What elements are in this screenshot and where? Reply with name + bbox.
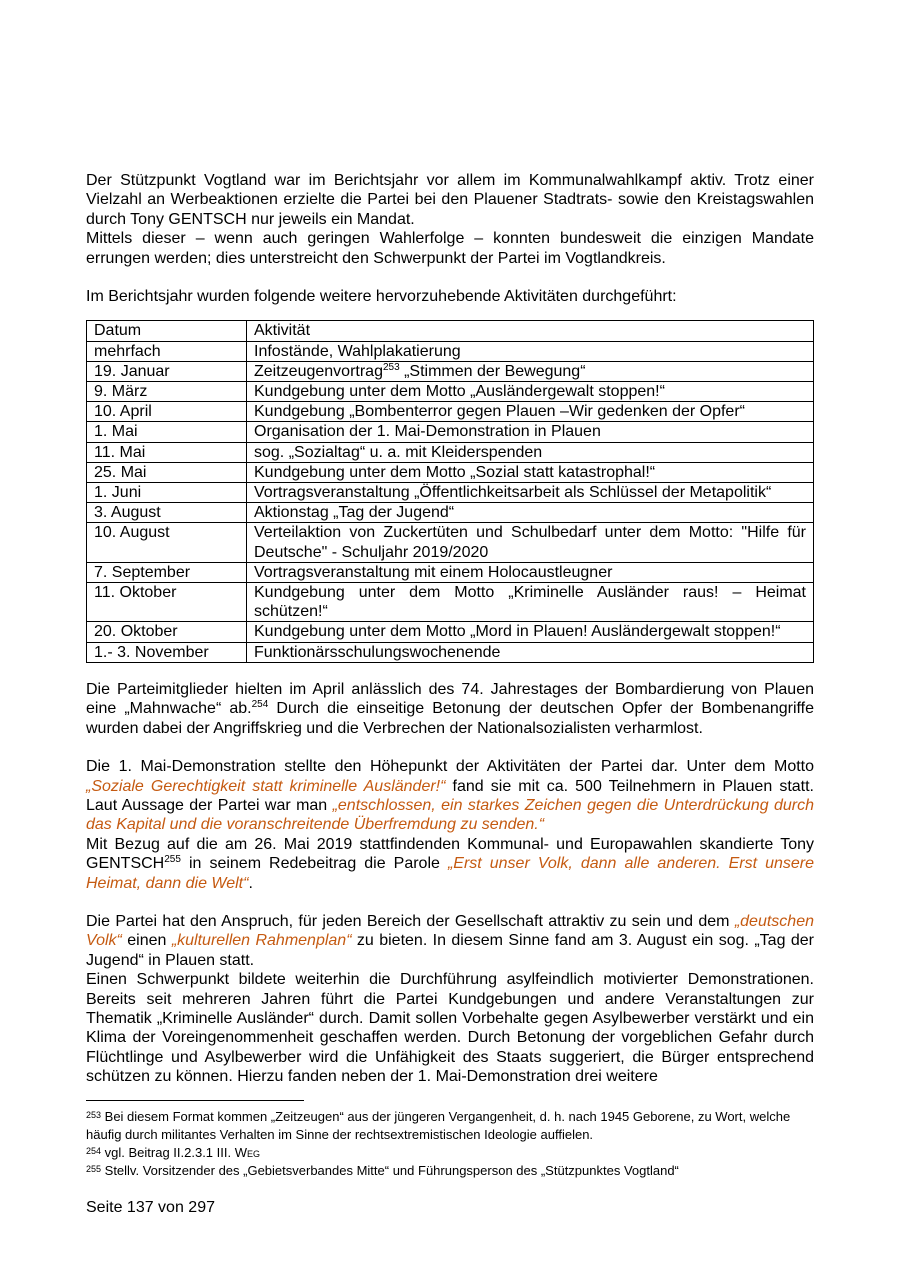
table-row [87, 583, 814, 622]
table-cell-date: 25. Mai [87, 462, 247, 482]
footnote-divider [86, 1100, 304, 1101]
table-row [87, 402, 814, 422]
anspruch-paragraph: Die Partei hat den Anspruch, für jeden Bereich der Gesellschaft attraktiv zu sein und dem „deutschen Volk“ einen „kulturellen Rahmenplan“ zu bieten. In diesem Sinne fand am 3. August ein sog. „Tag der Jugend“ in Plauen statt. [86, 912, 814, 969]
table-cell-activity: Infostände, Wahlplakatierung [247, 341, 814, 361]
table-cell-date: 1.- 3. November [87, 642, 247, 662]
quote-statement: „entschlossen, ein starkes Zeichen gegen die Unterdrückung durch das Kapital und die voranschreitende Überfremdung zu senden.“ [86, 796, 814, 834]
gentsch-paragraph: Mit Bezug auf die am 26. Mai 2019 stattfindenden Kommunal- und Europawahlen skandierte Tony GENTSCH$^{255}$ in seinem Redebeitrag die Parole „Erst unser Volk, dann alle anderen. Erst unsere Heimat, dann die Welt“. [86, 835, 815, 892]
table-header-date: Datum [87, 321, 247, 341]
table-row [87, 622, 814, 642]
schwerpunkt-paragraph: Einen Schwerpunkt bildete weiterhin die Durchführung asylfeindlich motivierter Demonstrationen. Bereits seit mehreren Jahren führt die Partei Kundgebungen und andere Veranstaltungen zur Thematik „Kriminelle Ausländer“ durch. Damit sollen Vorbehalte gegen Asylbewerber verstärkt und ein Klima der Voreingenommenheit geschaffen werden. Durch Betonung der vorgeblichen Gefahr durch Flüchtlinge und Asylbewerber wird die Unfähigkeit des Staats suggeriert, die Bürger entsprechend schützen zu können. Hierzu fanden neben der 1. Mai-Demonstration drei weitere [86, 971, 814, 1086]
page-number: Seite 137 von 297 [86, 1199, 215, 1216]
table-row [87, 442, 814, 462]
table-row [87, 483, 814, 503]
table-cell-date: 9. März [87, 382, 247, 402]
table-cell-date: 7. September [87, 562, 247, 582]
table-cell-activity: sog. „Sozialtag“ u. a. mit Kleiderspenden [247, 442, 814, 462]
table-cell-activity: Zeitzeugenvortrag$^{253}$ „Stimmen der Bewegung“ [247, 361, 814, 381]
table-cell-activity: Kundgebung unter dem Motto „Mord in Plauen! Ausländergewalt stoppen!“ [247, 622, 814, 642]
table-cell-activity: Kundgebung „Bombenterror gegen Plauen –Wir gedenken der Opfer“ [247, 402, 814, 422]
footnote-254: $^{254}$ vgl. Beitrag II.2.3.1 III. Weg [86, 1145, 260, 1160]
table-cell-activity: Kundgebung unter dem Motto „Kriminelle Ausländer raus! – Heimat schützen!“ [247, 583, 814, 622]
table-cell-activity: Organisation der 1. Mai-Demonstration in Plauen [247, 422, 814, 442]
table-row [87, 503, 814, 523]
table-row [87, 382, 814, 402]
table-cell-date: 19. Januar [87, 361, 247, 381]
table-cell-date: 1. Juni [87, 483, 247, 503]
table-header-row [87, 321, 814, 341]
footnote-ref-254: 254 [251, 699, 269, 711]
table-row [87, 562, 814, 582]
table-cell-date: 3. August [87, 503, 247, 523]
mahnwache-paragraph: Die Parteimitglieder hielten im April anlässlich des 74. Jahrestages der Bombardierung von Plauen eine „Mahnwache“ ab.$^{254}$ Durch die einseitige Betonung der deutschen Opfer der Bombenangriffe wurden dabei der Angriffskrieg und die Verbrechen der Nationalsozialisten verharmlost. [86, 680, 815, 737]
quote-slogan: „Erst unser Volk, dann alle anderen. Erst unsere Heimat, dann die Welt“ [86, 855, 815, 892]
footnotes [86, 1108, 814, 1180]
table-cell-activity: Kundgebung unter dem Motto „Sozial statt katastrophal!“ [247, 462, 814, 482]
table-cell-date: 1. Mai [87, 422, 247, 442]
intro-paragraph-1: Der Stützpunkt Vogtland war im Berichtsjahr vor allem im Kommunalwahlkampf aktiv. Trotz einer Vielzahl an Werbeaktionen erzielte die Partei bei den Plauener Stadtrats- sowie den Kreistagswahlen durch Tony GENTSCH nur jeweils ein Mandat. [86, 172, 814, 228]
table-row [87, 462, 814, 482]
table-row [87, 341, 814, 361]
quote-rahmenplan: „kulturellen Rahmenplan“ [171, 932, 352, 950]
table-row [87, 642, 814, 662]
table-cell-activity: Vortragsveranstaltung mit einem Holocaustleugner [247, 562, 814, 582]
table-cell-date: mehrfach [87, 341, 247, 361]
footnote-255: $^{255}$ Stellv. Vorsitzender des „Gebietsverbandes Mitte“ und Führungsperson des „Stützpunktes Vogtland“ [86, 1163, 679, 1178]
table-cell-activity: Funktionärsschulungswochenende [247, 642, 814, 662]
table-row [87, 523, 814, 562]
intro-paragraph-2: Mittels dieser – wenn auch geringen Wahlerfolge – konnten bundesweit die einzigen Mandate errungen werden; dies unterstreicht den Schwerpunkt der Partei im Vogtlandkreis. [86, 230, 814, 267]
table-row [87, 422, 814, 442]
table-cell-date: 11. Mai [87, 442, 247, 462]
table-cell-activity: Verteilaktion von Zuckertüten und Schulbedarf unter dem Motto: "Hilfe für Deutsche" - Schuljahr 2019/2020 [247, 523, 814, 562]
footnote-ref-253: 253 [382, 361, 400, 373]
quote-deutsches-volk: „deutschen Volk“ [86, 912, 814, 950]
footnote-ref-255: 255 [164, 854, 181, 866]
table-cell-date: 11. Oktober [87, 583, 247, 622]
table-cell-date: 10. August [87, 523, 247, 562]
quote-motto: „Soziale Gerechtigkeit statt kriminelle Ausländer!“ [86, 777, 446, 795]
table-row [87, 361, 814, 381]
table-cell-activity: Aktionstag „Tag der Jugend“ [247, 503, 814, 523]
table-header-activity: Aktivität [247, 321, 814, 341]
footnote-253: $^{253}$ Bei diesem Format kommen „Zeitzeugen“ aus der jüngeren Vergangenheit, d. h. nach 1945 Geborene, zu Wort, welche häufig durch militantes Verhalten im Sinne der rechtsextremistischen Ideologie auffielen. [86, 1109, 791, 1142]
activities-table [86, 320, 814, 662]
table-cell-activity: Vortragsveranstaltung „Öffentlichkeitsarbeit als Schlüssel der Metapolitik“ [247, 483, 814, 503]
page-content [86, 171, 814, 1087]
mai-demo-paragraph: Die 1. Mai-Demonstration stellte den Höhepunkt der Aktivitäten der Partei dar. Unter dem Motto „Soziale Gerechtigkeit statt kriminelle Ausländer!“ fand sie mit ca. 500 Teilnehmern in Plauen statt. Laut Aussage der Partei war man „entschlossen, ein starkes Zeichen gegen die Unterdrückung durch das Kapital und die voranschreitende Überfremdung zu senden.“ [86, 758, 814, 834]
table-cell-activity: Kundgebung unter dem Motto „Ausländergewalt stoppen!“ [247, 382, 814, 402]
table-cell-date: 20. Oktober [87, 622, 247, 642]
intro-paragraph-3: Im Berichtsjahr wurden folgende weitere hervorzuhebende Aktivitäten durchgeführt: [86, 288, 677, 306]
table-cell-date: 10. April [87, 402, 247, 422]
